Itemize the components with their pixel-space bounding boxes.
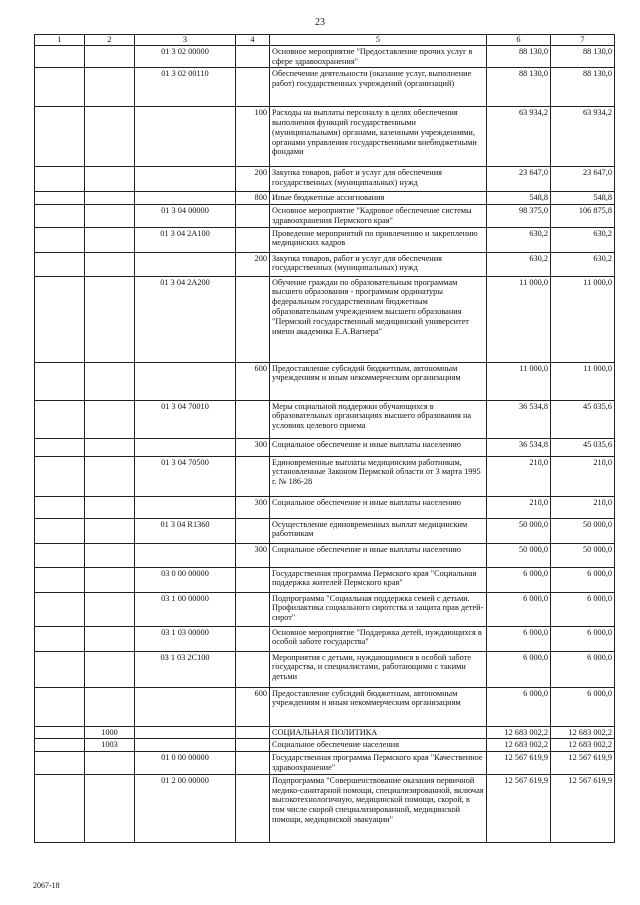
cell-amount-year1: 12 683 002,2: [487, 726, 551, 739]
cell-amount-year2: 88 130,0: [551, 45, 615, 68]
cell-expense-type: [236, 739, 270, 752]
cell-subsection: [85, 68, 135, 107]
cell-section: [35, 45, 85, 68]
cell-amount-year1: 6 000,0: [487, 687, 551, 726]
cell-description: Социальное обеспечение и иные выплаты населению: [270, 438, 487, 456]
cell-description: Обучение граждан по образовательным программам высшего образования - программам ординатуры федеральным государственным бюджетным образовательным учреждением высшего образования "Пермский государственный медицинский университет имени академика Е.А.Вагнера": [270, 276, 487, 362]
cell-subsection: [85, 192, 135, 205]
cell-expense-type: 200: [236, 252, 270, 276]
header-col-5: 5: [270, 35, 487, 46]
document-code: 2067-18: [33, 881, 60, 890]
cell-section: [35, 107, 85, 167]
cell-section: [35, 651, 85, 687]
cell-section: [35, 456, 85, 496]
cell-target-code: 01 3 04 00000: [135, 205, 236, 228]
cell-expense-type: 800: [236, 192, 270, 205]
table-row: [35, 687, 615, 726]
table-row: [35, 774, 615, 842]
cell-subsection: [85, 438, 135, 456]
table-row: [35, 752, 615, 775]
cell-subsection: 1003: [85, 739, 135, 752]
cell-amount-year2: 548,8: [551, 192, 615, 205]
table-row: [35, 438, 615, 456]
cell-description: Меры социальной поддержки обучающихся в образовательных организациях высшего образования на условиях целевого приема: [270, 400, 487, 438]
table-row: [35, 68, 615, 107]
cell-description: Мероприятия с детьми, нуждающимися в особой заботе государства, и специалистами, работающими с такими детьми: [270, 651, 487, 687]
cell-expense-type: [236, 518, 270, 543]
cell-expense-type: [236, 456, 270, 496]
cell-amount-year1: 50 000,0: [487, 518, 551, 543]
cell-target-code: 01 3 04 70010: [135, 400, 236, 438]
cell-target-code: [135, 687, 236, 726]
cell-description: Основное мероприятие "Поддержка детей, нуждающихся в особой заботе государства": [270, 626, 487, 651]
cell-section: [35, 438, 85, 456]
cell-amount-year1: 210,0: [487, 456, 551, 496]
cell-expense-type: 600: [236, 362, 270, 400]
table-row: [35, 518, 615, 543]
cell-amount-year2: 6 000,0: [551, 687, 615, 726]
cell-target-code: 01 3 02 00000: [135, 45, 236, 68]
cell-expense-type: [236, 45, 270, 68]
cell-section: [35, 68, 85, 107]
cell-amount-year2: 88 130,0: [551, 68, 615, 107]
cell-subsection: [85, 227, 135, 252]
cell-amount-year2: 6 000,0: [551, 567, 615, 592]
header-row: [35, 35, 615, 46]
cell-amount-year2: 210,0: [551, 456, 615, 496]
cell-amount-year1: 6 000,0: [487, 651, 551, 687]
cell-target-code: [135, 438, 236, 456]
cell-amount-year2: 6 000,0: [551, 626, 615, 651]
cell-target-code: 01 3 04 70500: [135, 456, 236, 496]
table-row: [35, 496, 615, 518]
cell-section: [35, 687, 85, 726]
table-row: [35, 726, 615, 739]
cell-target-code: 03 1 03 00000: [135, 626, 236, 651]
cell-description: СОЦИАЛЬНАЯ ПОЛИТИКА: [270, 726, 487, 739]
cell-amount-year2: 11 000,0: [551, 276, 615, 362]
cell-amount-year2: 12 567 619,9: [551, 752, 615, 775]
cell-description: Закупка товаров, работ и услуг для обеспечения государственных (муниципальных) нужд: [270, 252, 487, 276]
cell-description: Предоставление субсидий бюджетным, автономным учреждениям и иным некоммерческим организациям: [270, 687, 487, 726]
cell-description: Иные бюджетные ассигнования: [270, 192, 487, 205]
cell-description: Закупка товаров, работ и услуг для обеспечения государственных (муниципальных) нужд: [270, 167, 487, 192]
cell-subsection: [85, 276, 135, 362]
cell-target-code: 03 0 00 00000: [135, 567, 236, 592]
cell-subsection: [85, 592, 135, 626]
cell-subsection: [85, 400, 135, 438]
cell-subsection: [85, 205, 135, 228]
cell-amount-year2: 45 035,6: [551, 438, 615, 456]
cell-amount-year1: 6 000,0: [487, 626, 551, 651]
cell-amount-year1: 12 683 002,2: [487, 739, 551, 752]
cell-expense-type: [236, 651, 270, 687]
cell-expense-type: 600: [236, 687, 270, 726]
cell-amount-year1: 11 000,0: [487, 276, 551, 362]
cell-expense-type: 300: [236, 543, 270, 567]
cell-amount-year1: 210,0: [487, 496, 551, 518]
cell-expense-type: 100: [236, 107, 270, 167]
header-col-2: 2: [85, 35, 135, 46]
cell-expense-type: [236, 626, 270, 651]
cell-section: [35, 252, 85, 276]
table-row: [35, 276, 615, 362]
cell-amount-year1: 6 000,0: [487, 592, 551, 626]
header-col-4: 4: [236, 35, 270, 46]
budget-table: [34, 34, 615, 843]
cell-target-code: 03 1 03 2С100: [135, 651, 236, 687]
cell-amount-year2: 210,0: [551, 496, 615, 518]
cell-description: Проведение мероприятий по привлечению и закреплению медицинских кадров: [270, 227, 487, 252]
cell-amount-year2: 630,2: [551, 252, 615, 276]
cell-description: Основное мероприятие "Предоставление прочих услуг в сфере здравоохранения": [270, 45, 487, 68]
cell-amount-year2: 12 683 002,2: [551, 739, 615, 752]
cell-subsection: [85, 107, 135, 167]
cell-amount-year1: 630,2: [487, 252, 551, 276]
cell-section: [35, 205, 85, 228]
cell-expense-type: 200: [236, 167, 270, 192]
cell-expense-type: [236, 726, 270, 739]
cell-expense-type: [236, 592, 270, 626]
cell-target-code: 01 2 00 00000: [135, 774, 236, 842]
cell-description: Предоставление субсидий бюджетным, автономным учреждениям и иным некоммерческим организациям: [270, 362, 487, 400]
cell-target-code: 01 0 00 00000: [135, 752, 236, 775]
cell-description: Осуществление единовременных выплат медицинским работникам: [270, 518, 487, 543]
cell-subsection: [85, 752, 135, 775]
table-row: [35, 192, 615, 205]
cell-amount-year1: 6 000,0: [487, 567, 551, 592]
cell-section: [35, 739, 85, 752]
cell-description: Государственная программа Пермского края "Социальная поддержка жителей Пермского края": [270, 567, 487, 592]
cell-target-code: [135, 167, 236, 192]
cell-amount-year1: 98 375,0: [487, 205, 551, 228]
cell-subsection: 1000: [85, 726, 135, 739]
cell-description: Подпрограмма "Социальная поддержка семей с детьми. Профилактика социального сиротства и защита прав детей-сирот": [270, 592, 487, 626]
table-row: [35, 400, 615, 438]
cell-subsection: [85, 518, 135, 543]
cell-expense-type: [236, 227, 270, 252]
cell-target-code: 01 3 04 2А200: [135, 276, 236, 362]
cell-subsection: [85, 567, 135, 592]
cell-section: [35, 227, 85, 252]
cell-amount-year2: 630,2: [551, 227, 615, 252]
cell-amount-year2: 6 000,0: [551, 651, 615, 687]
cell-target-code: 01 3 02 00110: [135, 68, 236, 107]
cell-amount-year2: 45 035,6: [551, 400, 615, 438]
cell-expense-type: [236, 68, 270, 107]
cell-subsection: [85, 496, 135, 518]
header-col-7: 7: [551, 35, 615, 46]
cell-section: [35, 752, 85, 775]
cell-description: Обеспечение деятельности (оказание услуг, выполнение работ) государственных учреждений (организаций): [270, 68, 487, 107]
cell-amount-year2: 12 683 002,2: [551, 726, 615, 739]
cell-amount-year2: 63 934,2: [551, 107, 615, 167]
cell-section: [35, 543, 85, 567]
cell-subsection: [85, 687, 135, 726]
cell-expense-type: [236, 276, 270, 362]
cell-description: Подпрограмма "Совершенствование оказания первичной медико-санитарной помощи, специализированной, включая высокотехнологичную, медицинской помощи, скорой, в том числе скорой специализированной, медицинской помощи, медицинской эвакуации": [270, 774, 487, 842]
cell-subsection: [85, 252, 135, 276]
table-row: [35, 252, 615, 276]
cell-target-code: [135, 192, 236, 205]
cell-expense-type: [236, 205, 270, 228]
cell-section: [35, 192, 85, 205]
cell-section: [35, 400, 85, 438]
cell-subsection: [85, 774, 135, 842]
cell-expense-type: 300: [236, 438, 270, 456]
cell-subsection: [85, 167, 135, 192]
cell-target-code: [135, 543, 236, 567]
cell-amount-year1: 630,2: [487, 227, 551, 252]
cell-amount-year1: 12 567 619,9: [487, 774, 551, 842]
table-row: [35, 626, 615, 651]
cell-amount-year1: 88 130,0: [487, 45, 551, 68]
cell-target-code: 03 1 00 00000: [135, 592, 236, 626]
cell-amount-year2: 50 000,0: [551, 543, 615, 567]
cell-expense-type: [236, 774, 270, 842]
cell-expense-type: [236, 567, 270, 592]
cell-amount-year1: 36 534,8: [487, 438, 551, 456]
cell-amount-year1: 12 567 619,9: [487, 752, 551, 775]
cell-expense-type: [236, 752, 270, 775]
cell-target-code: [135, 107, 236, 167]
cell-amount-year1: 50 000,0: [487, 543, 551, 567]
table-row: [35, 107, 615, 167]
cell-expense-type: [236, 400, 270, 438]
header-col-3: 3: [135, 35, 236, 46]
cell-subsection: [85, 45, 135, 68]
table-row: [35, 543, 615, 567]
cell-target-code: [135, 252, 236, 276]
cell-section: [35, 567, 85, 592]
table-row: [35, 567, 615, 592]
cell-section: [35, 592, 85, 626]
cell-description: Государственная программа Пермского края "Качественное здравоохранение": [270, 752, 487, 775]
cell-amount-year1: 36 534,8: [487, 400, 551, 438]
header-col-1: 1: [35, 35, 85, 46]
cell-amount-year2: 106 875,8: [551, 205, 615, 228]
cell-amount-year1: 63 934,2: [487, 107, 551, 167]
cell-amount-year2: 23 647,0: [551, 167, 615, 192]
cell-target-code: 01 3 04 2А100: [135, 227, 236, 252]
cell-target-code: [135, 496, 236, 518]
cell-amount-year1: 11 000,0: [487, 362, 551, 400]
cell-section: [35, 626, 85, 651]
table-row: [35, 45, 615, 68]
cell-subsection: [85, 543, 135, 567]
cell-target-code: 01 3 04 R1360: [135, 518, 236, 543]
cell-description: Основное мероприятие "Кадровое обеспечение системы здравоохранения Пермского края": [270, 205, 487, 228]
cell-section: [35, 167, 85, 192]
cell-subsection: [85, 651, 135, 687]
header-col-6: 6: [487, 35, 551, 46]
table-row: [35, 205, 615, 228]
cell-amount-year2: 11 000,0: [551, 362, 615, 400]
cell-amount-year2: 6 000,0: [551, 592, 615, 626]
cell-amount-year1: 548,8: [487, 192, 551, 205]
table-row: [35, 739, 615, 752]
cell-section: [35, 518, 85, 543]
cell-target-code: [135, 739, 236, 752]
cell-amount-year2: 12 567 619,9: [551, 774, 615, 842]
table-row: [35, 456, 615, 496]
cell-section: [35, 774, 85, 842]
cell-subsection: [85, 362, 135, 400]
cell-description: Социальное обеспечение населения: [270, 739, 487, 752]
table-row: [35, 651, 615, 687]
table-row: [35, 227, 615, 252]
cell-description: Социальное обеспечение и иные выплаты населению: [270, 543, 487, 567]
cell-target-code: [135, 362, 236, 400]
cell-section: [35, 496, 85, 518]
page-number: 23: [315, 17, 325, 28]
table-row: [35, 592, 615, 626]
cell-subsection: [85, 626, 135, 651]
cell-description: Социальное обеспечение и иные выплаты населению: [270, 496, 487, 518]
cell-amount-year2: 50 000,0: [551, 518, 615, 543]
cell-description: Единовременные выплаты медицинским работникам, установленные Законом Пермской области от 3 марта 1995 г. № 186-28: [270, 456, 487, 496]
cell-section: [35, 362, 85, 400]
cell-section: [35, 276, 85, 362]
cell-expense-type: 300: [236, 496, 270, 518]
cell-description: Расходы на выплаты персоналу в целях обеспечения выполнения функций государственными (муниципальными) органами, казенными учреждениями, органами управления государственными внебюджетными фондами: [270, 107, 487, 167]
cell-section: [35, 726, 85, 739]
cell-amount-year1: 23 647,0: [487, 167, 551, 192]
cell-target-code: [135, 726, 236, 739]
cell-subsection: [85, 456, 135, 496]
cell-amount-year1: 88 130,0: [487, 68, 551, 107]
table-row: [35, 167, 615, 192]
table-row: [35, 362, 615, 400]
